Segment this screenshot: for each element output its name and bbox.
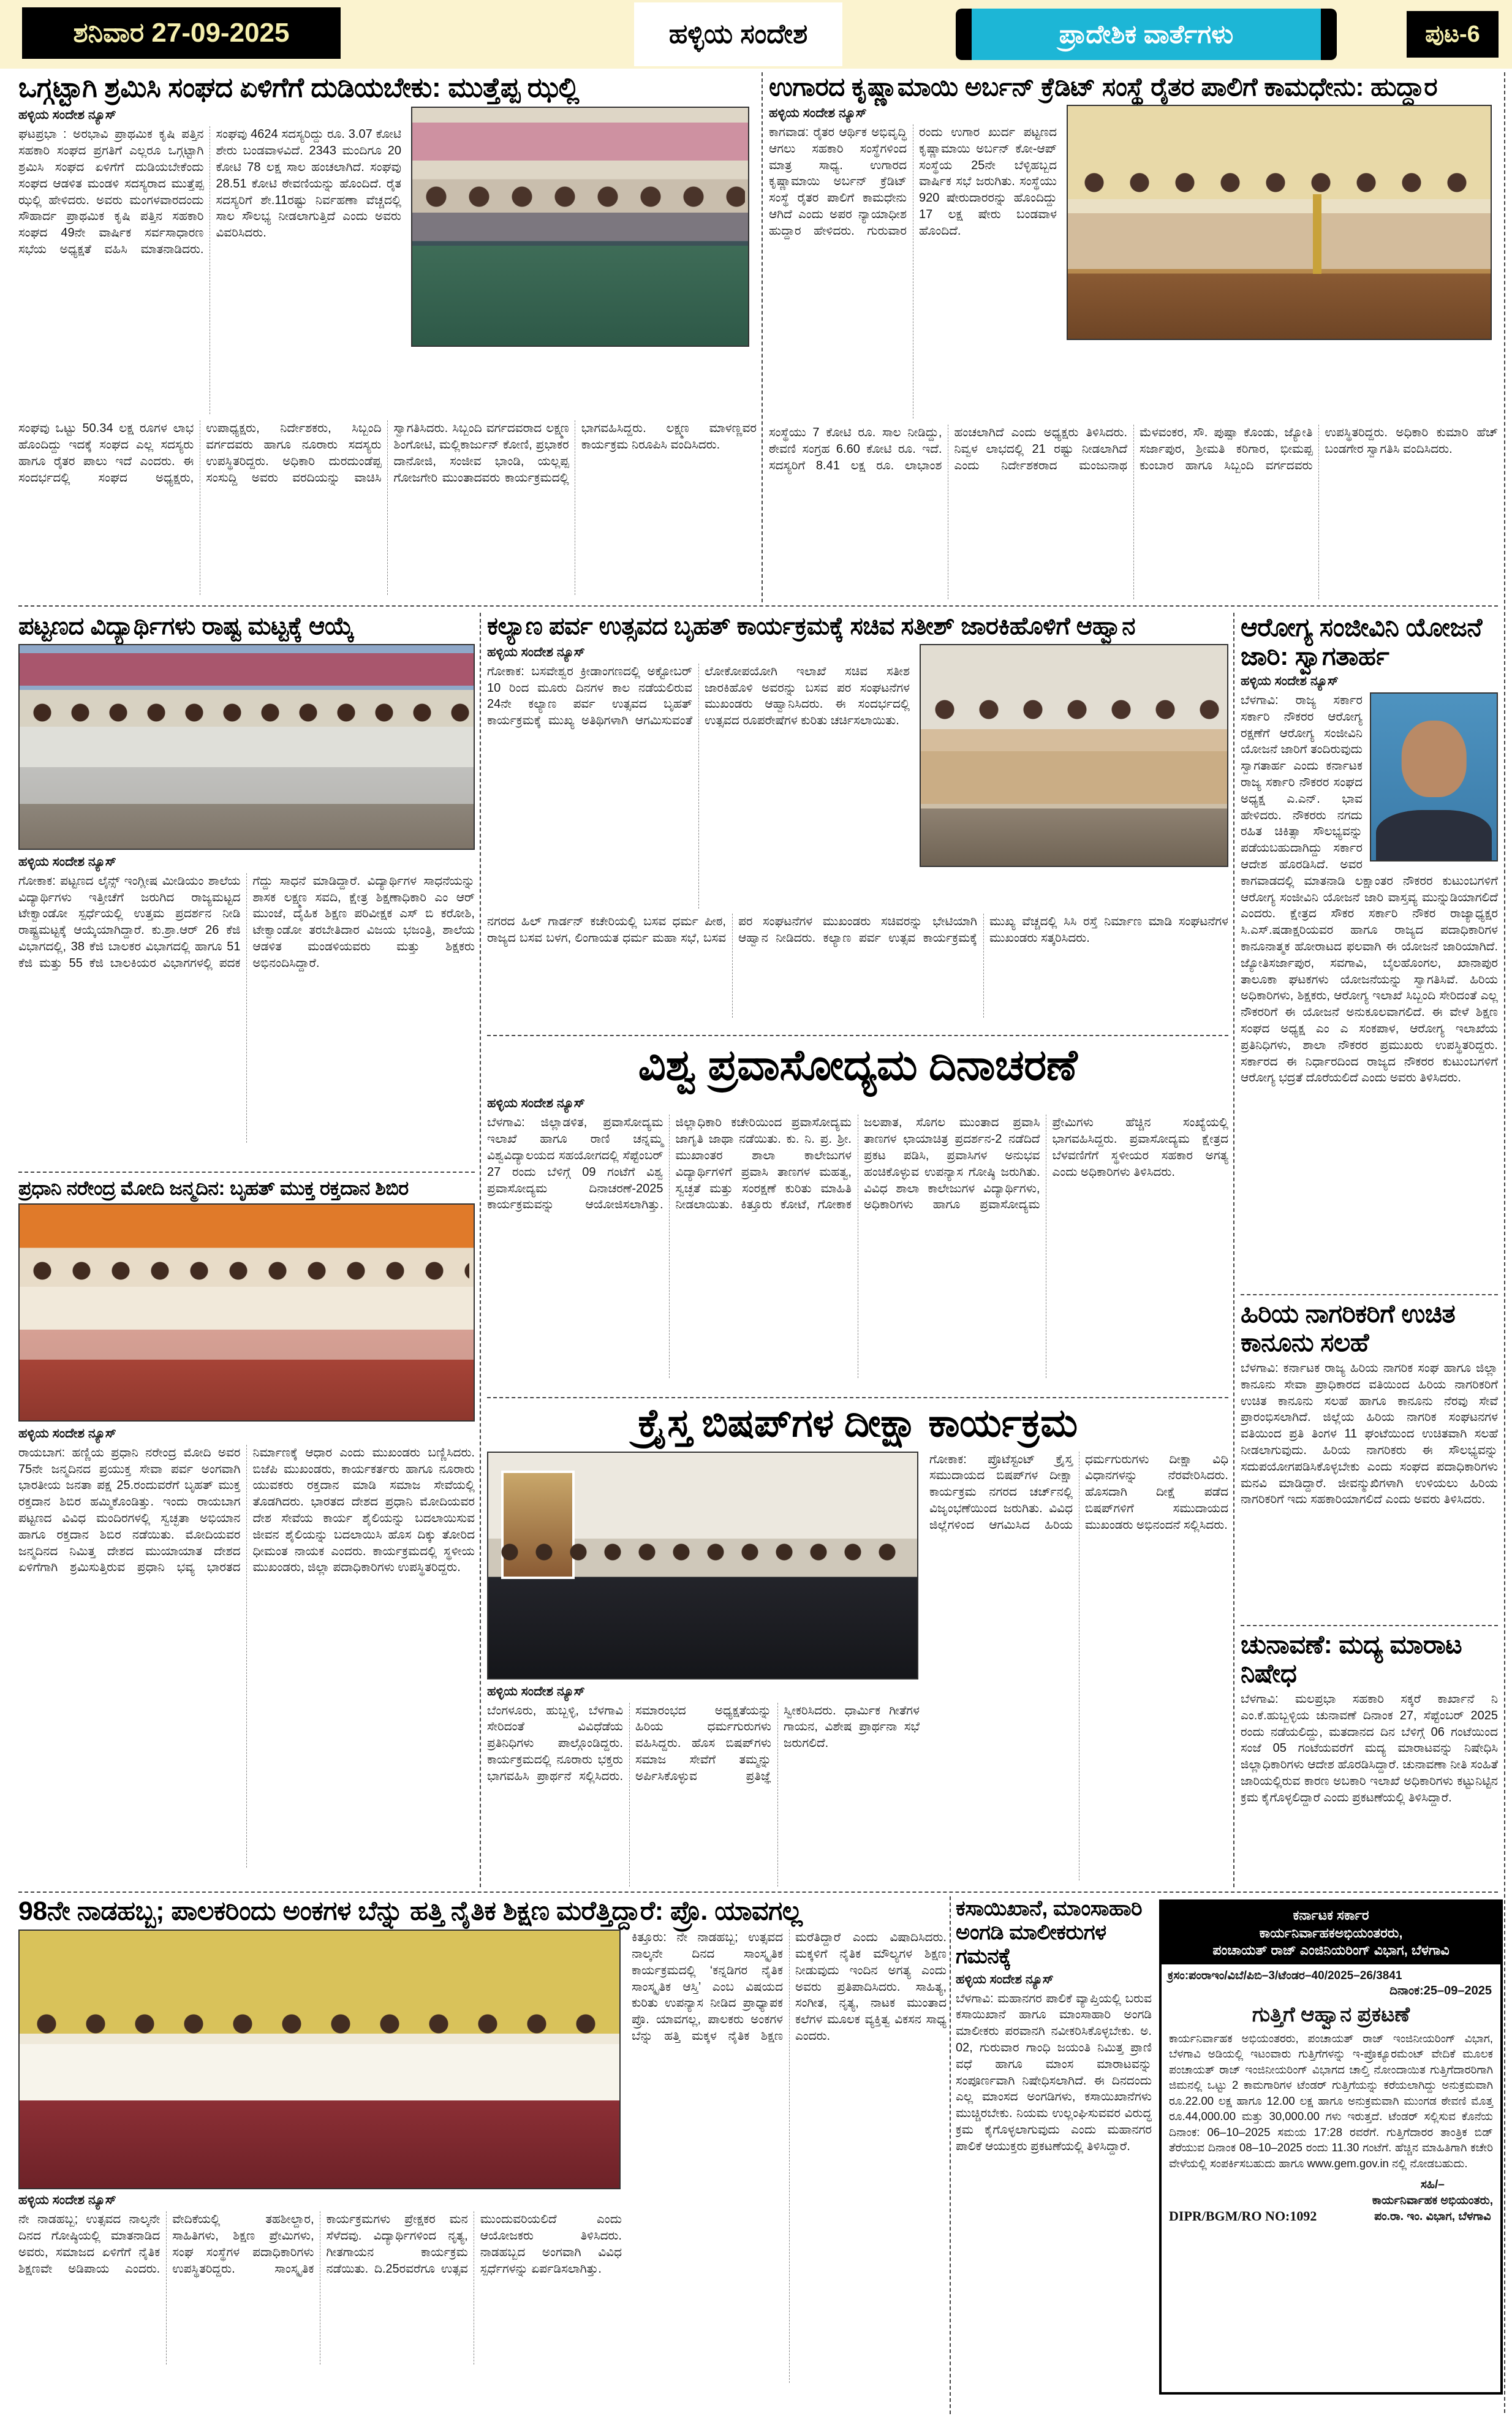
headline: ಕಲ್ಯಾಣ ಪರ್ವ ಉತ್ಸವದ ಬೃಹತ್ ಕಾರ್ಯಕ್ರಮಕ್ಕೆ ಸಚಿವ ಸತೀಶ್ ಜಾರಕಿಹೊಳಿಗೆ ಆಹ್ವಾನ: [487, 613, 1135, 640]
tender-ref-number: ಕ್ರಸಂ:ಪಂರಾಇಂ/ವಿಬೆ/ಪಿಬಿ–3/ಟೆಂಡರ–40/2025–26/3841: [1168, 1969, 1402, 1982]
tender-office-header: [1162, 1902, 1500, 1964]
article-students-national: [18, 613, 475, 1164]
article-photo-lamp-ceremony: [1067, 105, 1492, 340]
headline: ಚುನಾವಣೆ: ಮದ್ಯ ಮಾರಾಟ ನಿಷೇಧ: [1241, 1630, 1462, 1688]
article-body: ಗೋಕಾಕ: ಪಟ್ಟಣದ ಲೈನ್ಸ್ ಇಂಗ್ಲೀಷ ಮೀಡಿಯಂ ಶಾಲೆಯ ವಿದ್ಯಾರ್ಥಿಗಳು ಇತ್ತೀಚೆಗೆ ಜರುಗಿದ ರಾಜ್ಯಮಟ್ಟದ ಟೇಕ್ವಾಂಡೋ ಸ್ಪರ್ಧೆಯಲ್ಲಿ ಉತ್ತಮ ಪ್ರದರ್ಶನ ನೀಡಿ ರಾಷ್ಟ್ರಮಟ್ಟಕ್ಕೆ ಆಯ್ಕೆಯಾಗಿದ್ದಾರೆ. ಕು.ಶ್ರಾ.ಆರ್ 26 ಕೆಜಿ ವಿಭಾಗದಲ್ಲಿ, 38 ಕೆಜಿ ಬಾಲಕರ ವಿಭಾಗದಲ್ಲಿ ಹಾಗೂ 51 ಕೆಜಿ ಮತ್ತು 55 ಕೆಜಿ ಬಾಲಕಿಯರ ವಿಭಾಗಗಳಲ್ಲಿ ಪದಕ ಗೆದ್ದು ಸಾಧನೆ ಮಾಡಿದ್ದಾರೆ. ವಿದ್ಯಾರ್ಥಿಗಳ ಸಾಧನೆಯನ್ನು ಶಾಸಕ ಲಕ್ಷ್ಮಣ ಸವದಿ, ಕ್ಷೇತ್ರ ಶಿಕ್ಷಣಾಧಿಕಾರಿ ಎಂ ಆರ್ ಮುಂಜೆ, ದೈಹಿಕ ಶಿಕ್ಷಣ ಪರಿವೀಕ್ಷಕ ಎಸ್ ಬಿ ಕರೋಶಿ, ಟೇಕ್ವಾಂಡೋ ತರಬೇತಿದಾರ ವಿಜಯ ಭಜಂತ್ರಿ, ಶಾಲೆಯ ಆಡಳಿತ ಮಂಡಳಿಯವರು ಮತ್ತು ಶಿಕ್ಷಕರು ಅಭಿನಂದಿಸಿದ್ದಾರೆ.: [18, 874, 475, 970]
sign-line3: ಪಂ.ರಾ. ಇಂ. ವಿಭಾಗ, ಬೆಳಗಾವಿ: [1374, 2210, 1491, 2223]
article-photo-invitation: [920, 644, 1228, 867]
tender-title: ಗುತ್ತಿಗೆ ಆಹ್ವಾನ ಪ್ರಕಟಣೆ: [1252, 2002, 1410, 2026]
article-photo-students: [18, 644, 475, 850]
article-photo-portrait: [1370, 692, 1498, 862]
headline: 98ನೇ ನಾಡಹಬ್ಬ; ಪಾಲಕರಿಂದು ಅಂಕಗಳ ಬೆನ್ನು ಹತ್ತಿ ನೈತಿಕ ಶಿಕ್ಷಣ ಮರೆತ್ತಿದ್ದಾರೆ: ಪ್ರೊ. ಯಾವಗಲ್ಲ: [18, 1896, 803, 1926]
article-body-continued: ಸಂಘವು ಒಟ್ಟು 50.34 ಲಕ್ಷ ರೂಗಳ ಲಾಭ ಹೊಂದಿದ್ದು ಇದಕ್ಕೆ ಸಂಘದ ಎಲ್ಲ ಸದಸ್ಯರು ಹಾಗೂ ರೈತರ ಪಾಲು ಇದೆ ಎಂದರು. ಈ ಸಂದರ್ಭದಲ್ಲಿ ಸಂಘದ ಅಧ್ಯಕ್ಷರು, ಉಪಾಧ್ಯಕ್ಷರು, ನಿರ್ದೇಶಕರು, ಸಿಬ್ಬಂದಿ ವರ್ಗದವರು ಹಾಗೂ ನೂರಾರು ಸದಸ್ಯರು ಉಪಸ್ಥಿತರಿದ್ದರು. ಅಧಿಕಾರಿ ದುರದುಂಡೆಪ್ಪ ಸಂಸುದ್ದಿ ಅವರು ವರದಿಯನ್ನು ವಾಚಿಸಿ ಸ್ವಾಗತಿಸಿದರು. ಸಿಬ್ಬಂದಿ ವರ್ಗದವರಾದ ಲಕ್ಷ್ಮಣ ಶಿಂಗೋಟಿ, ಮಲ್ಲಿಕಾರ್ಜುನ್ ಕೋಣಿ, ಪ್ರಭಾಕರ ದಾನೋಜಿ, ಸಂಜೀವ ಭಾಂಡಿ, ಯಲ್ಲಪ್ಪ ಗೋಜಗೇರಿ ಮುಂತಾದವರು ಕಾರ್ಯಕ್ರಮದಲ್ಲಿ ಭಾಗವಹಿಸಿದ್ದರು. ಲಕ್ಷ್ಮಣ ಮಾಳಣ್ಣವರ ಕಾರ್ಯಕ್ರಮ ನಿರೂಪಿಸಿ ವಂದಿಸಿದರು.: [18, 422, 757, 485]
tender-date: ದಿನಾಂಕ:25–09–2025: [1389, 1983, 1492, 1998]
photo-people-torsos: [20, 1287, 474, 1360]
photo-banner: [412, 123, 748, 161]
photo-people-torsos: [20, 727, 474, 804]
photo-oil-lamp: [1313, 194, 1321, 273]
byline: ಹಳ್ಳಿಯ ಸಂದೇಶ ನ್ಯೂಸ್: [487, 1684, 585, 1698]
article-body-continued: ಸಂಸ್ಥೆಯು 7 ಕೋಟಿ ರೂ. ಸಾಲ ನೀಡಿದ್ದು, ಠೇವಣಿ ಸಂಗ್ರಹ 6.60 ಕೋಟಿ ರೂ. ಇದೆ. ಸದಸ್ಯರಿಗೆ 8.41 ಲಕ್ಷ ರೂ. ಲಾಭಾಂಶ ಹಂಚಲಾಗಿದೆ ಎಂದು ಅಧ್ಯಕ್ಷರು ತಿಳಿಸಿದರು. ನಿವ್ವಳ ಲಾಭದಲ್ಲಿ 21 ರಷ್ಟು ನೀಡಲಾಗಿದೆ ಎಂದು ನಿರ್ದೇಶಕರಾದ ಮಂಜುನಾಥ ಮೆಳವಂಕರ, ಸೌ. ಪುಷ್ಪಾ ಕೊಂಡು, ಜ್ಯೋತಿ ಸರ್ಜಾಪುರ, ಶ್ರೀಮತಿ ಕರಿಗಾರ, ಭೀಮಪ್ಪ ಕುಂಬಾರ ಹಾಗೂ ಸಿಬ್ಬಂದಿ ವರ್ಗದವರು ಉಪಸ್ಥಿತರಿದ್ದರು. ಅಧಿಕಾರಿ ಕುಮಾರಿ ಹೆಚ್ ಬಂಡಗೇರ ಸ್ವಾಗತಿಸಿ ವಂದಿಸಿದರು.: [769, 426, 1498, 472]
article-meat-shop-notice: [956, 1896, 1152, 2414]
article-bishops-ordination: [487, 1400, 1228, 1887]
photo-banner: [20, 653, 474, 686]
portrait-suit: [1376, 810, 1492, 862]
article-kalyana-parva: [487, 613, 1228, 1032]
article-body-continued: ನಗರದ ಹಿಲ್ ಗಾರ್ಡನ್ ಕಚೇರಿಯಲ್ಲಿ ಬಸವ ಧರ್ಮ ಪೀಠ, ರಾಜ್ಯದ ಬಸವ ಬಳಗ, ಲಿಂಗಾಯತ ಧರ್ಮ ಮಹಾ ಸಭೆ, ಬಸವ ಪರ ಸಂಘಟನೆಗಳ ಮುಖಂಡರು ಸಚಿವರನ್ನು ಭೇಟಿಯಾಗಿ ಆಹ್ವಾನ ನೀಡಿದರು. ಕಲ್ಯಾಣ ಪರ್ವ ಉತ್ಸವ ಕಾರ್ಯಕ್ರಮಕ್ಕೆ ಮುಖ್ಯ ವೆಚ್ಚದಲ್ಲಿ ಸಿಸಿ ರಸ್ತೆ ನಿರ್ಮಾಣ ಮಾಡಿ ಸಂಘಟನೆಗಳ ಮುಖಂಡರು ಸತ್ಕರಿಸಿದರು.: [487, 914, 1228, 945]
byline: ಹಳ್ಳಿಯ ಸಂದೇಶ ನ್ಯೂಸ್: [18, 108, 116, 123]
article-body-continued: ನೇ ನಾಡಹಬ್ಬ; ಉತ್ಸವದ ನಾಲ್ಕನೇ ದಿನದ ಗೋಷ್ಠಿಯಲ್ಲಿ ಮಾತನಾಡಿದ ಅವರು, ಸಮಾಜದ ಏಳಿಗೆಗೆ ನೈತಿಕ ಶಿಕ್ಷಣವೇ ಅಡಿಪಾಯ ಎಂದರು. ವೇದಿಕೆಯಲ್ಲಿ ತಹಶೀಲ್ದಾರ, ಸಾಹಿತಿಗಳು, ಶಿಕ್ಷಣ ಪ್ರೇಮಿಗಳು, ಸಂಘ ಸಂಸ್ಥೆಗಳ ಪದಾಧಿಕಾರಿಗಳು ಉಪಸ್ಥಿತರಿದ್ದರು. ಸಾಂಸ್ಕೃತಿಕ ಕಾರ್ಯಕ್ರಮಗಳು ಪ್ರೇಕ್ಷಕರ ಮನ ಸೆಳೆದವು. ವಿದ್ಯಾರ್ಥಿಗಳಿಂದ ನೃತ್ಯ, ಗೀತಗಾಯನ ಕಾರ್ಯಕ್ರಮ ನಡೆಯಿತು. ದಿ.25ರವರೆಗೂ ಉತ್ಸವ ಮುಂದುವರಿಯಲಿದೆ ಎಂದು ಆಯೋಜಕರು ತಿಳಿಸಿದರು. ನಾಡಹಬ್ಬದ ಅಂಗವಾಗಿ ವಿವಿಧ ಸ್ಪರ್ಧೆಗಳನ್ನು ಏರ್ಪಡಿಸಲಾಗಿತ್ತು.: [18, 2213, 622, 2276]
article-body: ಬೆಳಗಾವಿ: ಜಿಲ್ಲಾಡಳಿತ, ಪ್ರವಾಸೋದ್ಯಮ ಇಲಾಖೆ ಹಾಗೂ ರಾಣಿ ಚನ್ನಮ್ಮ ವಿಶ್ವವಿದ್ಯಾಲಯದ ಸಹಯೋಗದಲ್ಲಿ ಸೆಪ್ಟೆಂಬರ್ 27 ರಂದು ಬೆಳಿಗ್ಗೆ 09 ಗಂಟೆಗೆ ವಿಶ್ವ ಪ್ರವಾಸೋದ್ಯಮ ದಿನಾಚರಣೆ-2025 ಕಾರ್ಯಕ್ರಮವನ್ನು ಆಯೋಜಿಸಲಾಗಿತ್ತು. ಜಿಲ್ಲಾಧಿಕಾರಿ ಕಚೇರಿಯಿಂದ ಪ್ರವಾಸೋದ್ಯಮ ಜಾಗೃತಿ ಜಾಥಾ ನಡೆಯಿತು. ಕು. ನಿ. ಪ್ರ. ಶ್ರೀ. ಮುಖಾಂತರ ಶಾಲಾ ಕಾಲೇಜುಗಳ ವಿದ್ಯಾರ್ಥಿಗಳಿಗೆ ಪ್ರವಾಸಿ ತಾಣಗಳ ಮಹತ್ವ, ಸ್ವಚ್ಛತೆ ಮತ್ತು ಸಂರಕ್ಷಣೆ ಕುರಿತು ಮಾಹಿತಿ ನೀಡಲಾಯಿತು. ಕಿತ್ತೂರು ಕೋಟೆ, ಗೋಕಾಕ ಜಲಪಾತ, ಸೊಗಲ ಮುಂತಾದ ಪ್ರವಾಸಿ ತಾಣಗಳ ಛಾಯಾಚಿತ್ರ ಪ್ರದರ್ಶನ-2 ನಡೆದಿದೆ ಪ್ರಕಟ ಪಡಿಸಿ, ಪ್ರವಾಸಿಗಳ ಅನುಭವ ಹಂಚಿಕೊಳ್ಳುವ ಉಪನ್ಯಾಸ ಗೋಷ್ಠಿ ಜರುಗಿತು. ವಿವಿಧ ಶಾಲಾ ಕಾಲೇಜುಗಳ ವಿದ್ಯಾರ್ಥಿಗಳು, ಅಧಿಕಾರಿಗಳು ಹಾಗೂ ಪ್ರವಾಸೋದ್ಯಮ ಪ್ರೇಮಿಗಳು ಹೆಚ್ಚಿನ ಸಂಖ್ಯೆಯಲ್ಲಿ ಭಾಗವಹಿಸಿದ್ದರು. ಪ್ರವಾಸೋದ್ಯಮ ಕ್ಷೇತ್ರದ ಬೆಳವಣಿಗೆಗೆ ಸ್ಥಳೀಯರ ಸಹಕಾರ ಅಗತ್ಯ ಎಂದು ಅಧಿಕಾರಿಗಳು ತಿಳಿಸಿದರು.: [487, 1116, 1228, 1212]
headline: ವಿಶ್ವ ಪ್ರವಾಸೋದ್ಯಮ ದಿನಾಚರಣೆ: [638, 1041, 1078, 1089]
article-body: ಬೆಳಗಾವಿ: ಮಲಪ್ರಭಾ ಸಹಕಾರಿ ಸಕ್ಕರೆ ಕಾರ್ಖಾನೆ ನಿ ಎಂ.ಕೆ.ಹುಬ್ಬಳ್ಳಿಯ ಚುನಾವಣೆ ದಿನಾಂಕ 27, ಸೆಪ್ಟೆಂಬರ್ 2025 ರಂದು ನಡೆಯಲಿದ್ದು, ಮತದಾನದ ದಿನ ಬೆಳಿಗ್ಗೆ 06 ಗಂಟೆಯಿಂದ ಸಂಜೆ 05 ಗಂಟೆಯವರೆಗೆ ಮದ್ಯ ಮಾರಾಟವನ್ನು ನಿಷೇಧಿಸಿ ಜಿಲ್ಲಾಧಿಕಾರಿಗಳು ಆದೇಶ ಹೊರಡಿಸಿದ್ದಾರೆ. ಚುನಾವಣಾ ನೀತಿ ಸಂಹಿತೆ ಜಾರಿಯಲ್ಲಿರುವ ಕಾರಣ ಅಬಕಾರಿ ಇಲಾಖೆ ಅಧಿಕಾರಿಗಳು ಕಟ್ಟುನಿಟ್ಟಿನ ಕ್ರಮ ಕೈಗೊಳ್ಳಲಿದ್ದಾರೆ ಎಂದು ಪ್ರಕಟಣೆಯಲ್ಲಿ ತಿಳಿಸಿದ್ದಾರೆ.: [1241, 1692, 1498, 1804]
photo-people-torsos: [921, 729, 1227, 804]
article-photo-stage-event: [18, 1929, 621, 2189]
separator: [950, 1896, 951, 2414]
article-photo-bjp-camp: [18, 1203, 475, 1422]
page-edge-rule: [1504, 72, 1505, 2413]
sign-line1: ಸಹಿ/–: [1420, 2178, 1445, 2192]
separator: [487, 1397, 1228, 1398]
portrait-face: [1401, 721, 1467, 797]
article-photo-meeting: [411, 107, 749, 347]
tender-govt: ಕರ್ನಾಟಕ ಸರ್ಕಾರ: [1293, 1907, 1369, 1923]
photo-people-heads: [493, 1539, 913, 1584]
tender-office-line1: ಕಾರ್ಯನಿರ್ವಾಹಕಅಭಿಯಂತರರು,: [1259, 1925, 1403, 1941]
article-credit-society: [769, 72, 1498, 600]
byline: ಹಳ್ಳಿಯ ಸಂದೇಶ ನ್ಯೂಸ್: [18, 854, 116, 869]
headline: ಕ್ರೈಸ್ತ ಬಿಷಪ್‌ಗಳ ದೀಕ್ಷಾ ಕಾರ್ಯಕ್ರಮ: [638, 1401, 1078, 1445]
page-number: ಪುಟ-6: [1407, 11, 1499, 58]
article-body: ಬೆಳಗಾವಿ: ಕರ್ನಾಟಕ ರಾಜ್ಯ ಹಿರಿಯ ನಾಗರಿಕ ಸಂಘ ಹಾಗೂ ಜಿಲ್ಲಾ ಕಾನೂನು ಸೇವಾ ಪ್ರಾಧಿಕಾರದ ವತಿಯಿಂದ ಹಿರಿಯ ನಾಗರಿಕರಿಗೆ ಉಚಿತ ಕಾನೂನು ಸಲಹೆ ಹಾಗೂ ಕಾನೂನು ನೆರವು ಸೇವೆ ಪ್ರಾರಂಭಿಸಲಾಗಿದೆ. ಜಿಲ್ಲೆಯ ಹಿರಿಯ ನಾಗರಿಕ ಸಂಘಟನಗಳ ವತಿಯಿಂದ ಪ್ರತಿ ತಿಂಗಳ 11 ಘಂಟೆಯಿಂದ ಉಚಿತವಾಗಿ ಸಲಹೆ ನೀಡಲಾಗುವುದು. ಹಿರಿಯ ನಾಗರಿಕರು ಈ ಸೌಲಭ್ಯವನ್ನು ಸದುಪಯೋಗಪಡಿಸಿಕೊಳ್ಳಬೇಕು ಎಂದು ಸಂಘದ ಪದಾಧಿಕಾರಿಗಳು ಮನವಿ ಮಾಡಿದ್ದಾರೆ. ಜೀವನ್ಮುಖಿಗಳಾಗಿ ಉಳಿಯಲು ಹಿರಿಯ ನಾಗರಿಕರಿಗೆ ಇದು ಸಹಕಾರಿಯಾಗಲಿದೆ ಎಂದು ಅವರು ತಿಳಿಸಿದರು.: [1241, 1361, 1498, 1507]
byline: ಹಳ್ಳಿಯ ಸಂದೇಶ ನ್ಯೂಸ್: [956, 1972, 1054, 1986]
section-ribbon: ಪ್ರಾದೇಶಿಕ ವಾರ್ತೆಗಳು: [956, 9, 1337, 60]
article-arogya-sanjeevini: [1241, 613, 1498, 1290]
tender-notice-box: [1159, 1899, 1503, 2395]
byline: ಹಳ್ಳಿಯ ಸಂದೇಶ ನ್ಯೂಸ್: [769, 106, 867, 121]
separator: [18, 1172, 475, 1173]
separator: [18, 1892, 1498, 1893]
headline: ಹಿರಿಯ ನಾಗರಿಕರಿಗೆ ಉಚಿತ ಕಾನೂನು ಸಲಹೆ: [1241, 1299, 1456, 1357]
sign-line2: ಕಾರ್ಯನಿರ್ವಾಹಕ ಅಭಿಯಂತರು,: [1372, 2194, 1493, 2208]
tender-body: ಕಾರ್ಯನಿರ್ವಾಹಕ ಅಭಿಯಂತರರು, ಪಂಚಾಯತ್ ರಾಜ್ ಇಂಜಿನೀಯರಿಂಗ್ ವಿಭಾಗ, ಬೆಳಗಾವಿ ಅಡಿಯಲ್ಲಿ ಇಟಂವಾರು ಗುತ್ತಿಗೆಗಳನ್ನು ಇ-ಪ್ರೊಕ್ಯೂರಮೆಂಟ್ ವೇದಿಕೆ ಮೂಲಕ ಪಂಚಾಯತ್ ರಾಜ್ ಇಂಜಿನೀಯರಿಂಗ್ ವಿಭಾಗದ ಚಾಲ್ತಿ ನೋಂದಾಯಿತ ಗುತ್ತಿಗೆದಾರರಿಗಾಗಿ ಜಿಮನಲ್ಲಿ ಒಟ್ಟು 2 ಕಾಮಗಾರಿಗಳ ಟೆಂಡರ್ ಗುತ್ತಿಗೆಯನ್ನು ಕರೆಯಲಾಗಿದ್ದು ಅನುಕ್ರಮವಾಗಿ ರೂ.22.00 ಲಕ್ಷ ಹಾಗೂ 12.00 ಲಕ್ಷ ಹಾಗೂ ಅನುಕ್ರಮವಾಗಿ ಮುಂಗಡ ಠೇವಣಿ ಮೊತ್ತ ರೂ.44,000.00 ಮತ್ತು 30,000.00 ಗಳು ಇರುತ್ತದೆ. ಟೆಂಡರ್ ಸಲ್ಲಿಸುವ ಕೊನೆಯ ದಿನಾಂಕ: 06–10–2025 ಸಮಯ 17:28 ರವರೆಗೆ. ಗುತ್ತಿಗೆದಾರರ ತಾಂತ್ರಿಕ ಬಿಡ್ ತೆರೆಯುವ ದಿನಾಂಕ 08–10–2025 ರಂದು 11.30 ಗಂಟೆಗೆ. ಹೆಚ್ಚಿನ ಮಾಹಿತಿಗಾಗಿ ಕಚೇರಿ ವೇಳೆಯಲ್ಲಿ ಸಂಪರ್ಕಿಸಬಹುದು ಹಾಗೂ www.gem.gov.in ನಲ್ಲಿ ನೋಡಬಹುದು.: [1169, 2031, 1493, 2170]
article-body: ಕಿತ್ತೂರು: ನೇ ನಾಡಹಬ್ಬ; ಉತ್ಸವದ ನಾಲ್ಕನೇ ದಿನದ ಸಾಂಸ್ಕೃತಿಕ ಕಾರ್ಯಕ್ರಮದಲ್ಲಿ ‘ಕನ್ನಡಿಗರ ನೈತಿಕ ಸಾಂಸ್ಕೃತಿಕ ಆಸ್ತಿ’ ಎಂಬ ವಿಷಯದ ಕುರಿತು ಉಪನ್ಯಾಸ ನೀಡಿದ ಪ್ರಾಧ್ಯಾಪಕ ಪ್ರೊ. ಯಾವಗಲ್ಲ, ಪಾಲಕರು ಅಂಕಗಳ ಬೆನ್ನು ಹತ್ತಿ ಮಕ್ಕಳ ನೈತಿಕ ಶಿಕ್ಷಣ ಮರೆತಿದ್ದಾರೆ ಎಂದು ವಿಷಾದಿಸಿದರು. ಮಕ್ಕಳಿಗೆ ನೈತಿಕ ಮೌಲ್ಯಗಳ ಶಿಕ್ಷಣ ನೀಡುವುದು ಇಂದಿನ ಅಗತ್ಯ ಎಂದು ಅವರು ಪ್ರತಿಪಾದಿಸಿದರು. ಸಾಹಿತ್ಯ, ಸಂಗೀತ, ನೃತ್ಯ, ನಾಟಕ ಮುಂತಾದ ಕಲೆಗಳ ಮೂಲಕ ವ್ಯಕ್ತಿತ್ವ ವಿಕಸನ ಸಾಧ್ಯ ಎಂದರು.: [632, 1931, 947, 2043]
article-coop-meeting: [18, 72, 757, 600]
article-tourism-day: [487, 1039, 1228, 1394]
headline: ಉಗಾರದ ಕೃಷ್ಣಾಮಾಯಿ ಅರ್ಬನ್ ಕ್ರೆಡಿಟ್ ಸಂಸ್ಥೆ ರೈತರ ಪಾಲಿಗೆ ಕಾಮಧೇನು: ಹುದ್ದಾರ: [769, 72, 1438, 101]
byline: ಹಳ್ಳಿಯ ಸಂದೇಶ ನ್ಯೂಸ್: [1241, 674, 1339, 689]
byline: ಹಳ್ಳಿಯ ಸಂದೇಶ ನ್ಯೂಸ್: [18, 1426, 116, 1441]
article-body: ಕಾಗವಾಡ: ರೈತರ ಆರ್ಥಿಕ ಅಭಿವೃದ್ಧಿ ಆಗಲು ಸಹಕಾರಿ ಸಂಸ್ಥೆಗಳಿಂದ ಮಾತ್ರ ಸಾಧ್ಯ. ಉಗಾರದ ಕೃಷ್ಣಾಮಾಯಿ ಅರ್ಬನ್ ಕ್ರೆಡಿಟ್ ಸಂಸ್ಥೆ ರೈತರ ಪಾಲಿಗೆ ಕಾಮಧೇನು ಆಗಿದೆ ಎಂದು ಅಪರ ನ್ಯಾಯಾಧೀಶ ಹುದ್ದಾರ ಹೇಳಿದರು. ಗುರುವಾರ ರಂದು ಉಗಾರ ಖುರ್ದ ಪಟ್ಟಣದ ಕೃಷ್ಣಾಮಾಯಿ ಅರ್ಬನ್ ಕೋ-ಆಪ್ ಸಂಸ್ಥೆಯ 25ನೇ ಬೆಳ್ಳಿಹಬ್ಬದ ವಾರ್ಷಿಕ ಸಭೆ ಜರುಗಿತು. ಸಂಸ್ಥೆಯು 920 ಷೇರುದಾರರನ್ನು ಹೊಂದಿದ್ದು 17 ಲಕ್ಷ ಷೇರು ಬಂಡವಾಳ ಹೊಂದಿದೆ.: [769, 126, 1057, 238]
article-body: ಘಟಪ್ರಭಾ : ಅರಭಾವಿ ಪ್ರಾಥಮಿಕ ಕೃಷಿ ಪತ್ತಿನ ಸಹಕಾರಿ ಸಂಘದ ಪ್ರಗತಿಗೆ ಎಲ್ಲರೂ ಒಗ್ಗಟ್ಟಾಗಿ ಶ್ರಮಿಸಿ ಸಂಘದ ಏಳಿಗೆಗೆ ದುಡಿಯಬೇಕೆಂದು ಸಂಘದ ಆಡಳಿತ ಮಂಡಳಿ ಸದಸ್ಯರಾದ ಮುತ್ತೆಪ್ಪ ಝಲ್ಲಿ ಹೇಳಿದರು. ಅವರು ಮಂಗಳವಾರದಂದು ಸೌಹಾರ್ದ ಪ್ರಾಥಮಿಕ ಕೃಷಿ ಪತ್ತಿನ ಸಹಕಾರಿ ಸಂಘದ 49ನೇ ವಾರ್ಷಿಕ ಸರ್ವಸಾಧಾರಣ ಸಭೆಯ ಅಧ್ಯಕ್ಷತೆ ವಹಿಸಿ ಮಾತನಾಡಿದರು. ಸಂಘವು 4624 ಸದಸ್ಯರಿದ್ದು ರೂ. 3.07 ಕೋಟಿ ಶೇರು ಬಂಡವಾಳವಿದೆ. 2343 ಮಂದಿಗೂ 20 ಕೋಟಿ 78 ಲಕ್ಷ ಸಾಲ ಹಂಚಲಾಗಿದೆ. ಸಂಘವು 28.51 ಕೋಟಿ ಠೇವಣಿಯನ್ನು ಹೊಂದಿದೆ. ರೈತ ಸದಸ್ಯರಿಗೆ ಶೇ.11ರಷ್ಟು ನಿರ್ವಹಣಾ ವೆಚ್ಚದಲ್ಲಿ ಸಾಲ ಸೌಲಭ್ಯ ನೀಡಲಾಗುತ್ತಿದೆ ಎಂದು ಅವರು ವಿವರಿಸಿದರು.: [18, 127, 401, 256]
article-nadahabbala-lecture: [18, 1896, 947, 2414]
article-free-legal-advice: [1241, 1299, 1498, 1619]
article-body: ಬೆಳಗಾವಿ: ರಾಜ್ಯ ಸರ್ಕಾರ ಸರ್ಕಾರಿ ನೌಕರರ ಆರೋಗ್ಯ ರಕ್ಷಣೆಗೆ ಆರೋಗ್ಯ ಸಂಜೀವಿನಿ ಯೋಜನೆ ಜಾರಿಗೆ ತಂದಿರುವುದು ಸ್ವಾಗತಾರ್ಹ ಎಂದು ಕರ್ನಾಟಕ ರಾಜ್ಯ ಸರ್ಕಾರಿ ನೌಕರರ ಸಂಘದ ಅಧ್ಯಕ್ಷ ಎ.ಎನ್. ಭಾವ ಹೇಳಿದರು. ನೌಕರರು ನಗದು ರಹಿತ ಚಿಕಿತ್ಸಾ ಸೌಲಭ್ಯವನ್ನು ಪಡೆಯಬಹುದಾಗಿದ್ದು ಸರ್ಕಾರ ಆದೇಶ ಹೊರಡಿಸಿದೆ. ಅವರ ಕಾಗವಾಡದಲ್ಲಿ ಮಾತನಾಡಿ ಲಕ್ಷಾಂತರ ನೌಕರರ ಕುಟುಂಬಗಳಿಗೆ ಆರೋಗ್ಯ ಸಂಜೀವಿನಿ ಯೋಜನೆ ಜಾರಿ ವಾಸ್ತವ್ಯ ಮುನ್ನುಡಿಯಾಗಲಿದೆ ಎಂದರು. ಕ್ಷೇತ್ರದ ಸೌಕರ ಸರ್ಕಾರಿ ನೌಕರ ರಾಜ್ಯಾಧ್ಯಕ್ಷರ ಸಿ.ಎಸ್.ಷಡಾಕ್ಷರಿಯವರ ಹಾಗೂ ರಾಜ್ಯದ ಪದಾಧಿಕಾರಿಗಳ ಕಾನೂನಾತ್ಮಕ ಹೋರಾಟದ ಫಲವಾಗಿ ಈ ಯೋಜನೆ ಜಾರಿಯಾಗಿದೆ. ಜ್ಯೋತಿಸರ್ಜಾಪುರ, ಸವಗಾವಿ, ಬೈಲಹೊಂಗಲ, ಖಾನಾಪುರ ತಾಲೂಕಾ ಘಟಕಗಳು ಯೋಜನೆಯನ್ನು ಸ್ವಾಗತಿಸಿವೆ. ಹಿರಿಯ ಅಧಿಕಾರಿಗಳು, ಶಿಕ್ಷಕರು, ಆರೋಗ್ಯ ಇಲಾಖೆ ಸಿಬ್ಬಂದಿ ಸೇರಿದಂತೆ ಎಲ್ಲ ನೌಕರರಿಗೆ ಈ ಯೋಜನೆ ಅನುಕೂಲವಾಗಲಿದೆ. ಈ ವೇಳೆ ಶಿಕ್ಷಣ ಸಂಘದ ಅಧ್ಯಕ್ಷ ಎಂ ಎ ಸಂಕಪಾಳ, ಆರೋಗ್ಯ ಇಲಾಖೆಯ ಪ್ರತಿನಿಧಿಗಳು, ಶಾಲಾ ನೌಕರರ ಪ್ರಮುಖರು ಉಪಸ್ಥಿತರಿದ್ದರು. ಸರ್ಕಾರದ ಈ ನಿರ್ಧಾರದಿಂದ ರಾಜ್ಯದ ನೌಕರರ ಕುಟುಂಬಗಳಿಗೆ ಆರೋಗ್ಯ ಭದ್ರತೆ ದೊರೆಯಲಿದೆ ಎಂದು ಅವರು ತಿಳಿಸಿದರು.: [1241, 694, 1498, 1085]
separator: [1241, 1625, 1498, 1626]
headline: ಕಸಾಯಿಖಾನೆ, ಮಾಂಸಾಹಾರಿ ಅಂಗಡಿ ಮಾಲೀಕರುಗಳ ಗಮನಕ್ಕೆ: [956, 1896, 1143, 1969]
photo-stage-table: [20, 2044, 619, 2100]
newspaper-title: ಹಳ್ಳಿಯ ಸಂದೇಶ: [634, 2, 842, 66]
byline: ಹಳ್ಳಿಯ ಸಂದೇಶ ನ್ಯೂಸ್: [487, 645, 585, 659]
separator: [18, 605, 1498, 607]
headline: ಒಗ್ಗಟ್ಟಾಗಿ ಶ್ರಮಿಸಿ ಸಂಘದ ಏಳಿಗೆಗೆ ದುಡಿಯಬೇಕು: ಮುತ್ತೆಪ್ಪ ಝಲ್ಲಿ: [18, 72, 580, 103]
article-liquor-ban: [1241, 1630, 1498, 1886]
photo-people-torsos: [1068, 199, 1491, 269]
headline: ಪಟ್ಟಣದ ವಿದ್ಯಾರ್ಥಿಗಳು ರಾಷ್ಟ ಮಟ್ಟಕ್ಕೆ ಆಯ್ಕೆ: [18, 613, 354, 640]
edition-date: ಶನಿವಾರ 27-09-2025: [22, 7, 341, 59]
masthead-band: [0, 0, 1512, 69]
separator: [487, 1035, 1228, 1036]
article-body: ಗೋಕಾಕ: ಬಸವೇಶ್ವರ ಕ್ರೀಡಾಂಗಣದಲ್ಲಿ ಅಕ್ಟೋಬರ್ 10 ರಿಂದ ಮೂರು ದಿನಗಳ ಕಾಲ ನಡೆಯಲಿರುವ 24ನೇ ಕಲ್ಯಾಣ ಪರ್ವ ಉತ್ಸವದ ಬೃಹತ್ ಕಾರ್ಯಕ್ರಮಕ್ಕೆ ಮುಖ್ಯ ಅತಿಥಿಗಳಾಗಿ ಆಗಮಿಸುವಂತೆ ಲೋಕೋಪಯೋಗಿ ಇಲಾಖೆ ಸಚಿವ ಸತೀಶ ಜಾರಕಿಹೊಳಿ ಅವರನ್ನು ಬಸವ ಪರ ಸಂಘಟನೆಗಳ ಮುಖಂಡರು ಆಹ್ವಾನಿಸಿದರು. ಈ ಸಂದರ್ಭದಲ್ಲಿ ಉತ್ಸವದ ರೂಪರೇಷೆಗಳ ಕುರಿತು ಚರ್ಚಿಸಲಾಯಿತು.: [487, 664, 910, 728]
byline: ಹಳ್ಳಿಯ ಸಂದೇಶ ನ್ಯೂಸ್: [18, 2193, 116, 2208]
article-photo-bishops: [487, 1452, 918, 1679]
separator: [1233, 613, 1234, 1887]
article-body: ಗೋಕಾಕ: ಪ್ರೊಟೆಸ್ಟಂಟ್ ಕ್ರೈಸ್ತ ಸಮುದಾಯದ ಬಿಷಪ್‌ಗಳ ದೀಕ್ಷಾ ಕಾರ್ಯಕ್ರಮ ನಗರದ ಚರ್ಚ್‌ನಲ್ಲಿ ವಿಜೃಂಭಣೆಯಿಂದ ಜರುಗಿತು. ವಿವಿಧ ಜಿಲ್ಲೆಗಳಿಂದ ಆಗಮಿಸಿದ ಹಿರಿಯ ಧರ್ಮಗುರುಗಳು ದೀಕ್ಷಾ ವಿಧಿ ವಿಧಾನಗಳನ್ನು ನೆರವೇರಿಸಿದರು. ಹೊಸದಾಗಿ ದೀಕ್ಷೆ ಪಡೆದ ಬಿಷಪ್‌ಗಳಿಗೆ ಸಮುದಾಯದ ಮುಖಂಡರು ಅಭಿನಂದನೆ ಸಲ್ಲಿಸಿದರು.: [929, 1452, 1228, 1532]
article-blood-donation: [18, 1178, 475, 1887]
separator: [480, 613, 481, 1887]
byline: ಹಳ್ಳಿಯ ಸಂದೇಶ ನ್ಯೂಸ್: [487, 1096, 585, 1111]
separator: [762, 72, 763, 602]
photo-people-torsos: [412, 213, 748, 246]
tender-office-line2: ಪಂಚಾಯತ್ ರಾಜ್ ಎಂಜಿನಿಯರಿಂಗ್ ವಿಭಾಗ, ಬೆಳಗಾವಿ: [1212, 1942, 1450, 1958]
separator: [1241, 1294, 1498, 1295]
headline: ಪ್ರಧಾನಿ ನರೇಂದ್ರ ಮೋದಿ ಜನ್ಮದಿನ: ಬೃಹತ್ ಮುಕ್ತ ರಕ್ತದಾನ ಶಿಬಿರ: [18, 1178, 409, 1199]
dipr-code: DIPR/BGM/RO NO:1092: [1169, 2208, 1317, 2224]
article-body: ರಾಯಬಾಗ: ಹಣ್ಣಿಯ ಪ್ರಧಾನಿ ನರೇಂದ್ರ ಮೋದಿ ಅವರ 75ನೇ ಜನ್ಮದಿನದ ಪ್ರಯುಕ್ತ ಸೇವಾ ಪರ್ವ ಅಂಗವಾಗಿ ಭಾರತೀಯ ಜನತಾ ಪಕ್ಷ 25.ರಂದುವರೆಗೆ ಬೃಹತ್ ಮುಕ್ತ ರಕ್ತದಾನ ಶಿಬಿರ ಹಮ್ಮಿಕೊಂಡಿತ್ತು. ಇಂದು ರಾಯಬಾಗ ಪಟ್ಟಣದ ವಿವಿಧ ಮಂದಿರಗಳಲ್ಲಿ ಸ್ವಚ್ಛತಾ ಅಭಿಯಾನ ಹಾಗೂ ರಕ್ತದಾನ ಶಿಬಿರ ನಡೆಯಿತು. ಮೋದಿಯವರ ಜನ್ಮದಿನದ ನಿಮಿತ್ತ ದೇಶದ ಮುಯಾಯಾತ ದೇಶದ ಏಳಿಗೆಗಾಗಿ ಶ್ರಮಿಸುತ್ತಿರುವ ಪ್ರಧಾನಿ ಭವ್ಯ ಭಾರತದ ನಿರ್ಮಾಣಕ್ಕೆ ಆಧಾರ ಎಂದು ಮುಖಂಡರು ಬಣ್ಣಿಸಿದರು. ಬಿಜೆಪಿ ಮುಖಂಡರು, ಕಾರ್ಯಕರ್ತರು ಹಾಗೂ ನೂರಾರು ಯುವಕರು ರಕ್ತದಾನ ಮಾಡಿ ಸಮಾಜ ಸೇವೆಯಲ್ಲಿ ತೊಡಗಿದರು. ಭಾರತದ ದೇಶದ ಪ್ರಧಾನಿ ಮೋದಿಯವರ ದೇಶ ಸೇವೆಯ ಕಾರ್ಯ ಶೈಲಿಯನ್ನು ಬದಲಾಯಿಸುವ ಜೀವನ ಶೈಲಿಯನ್ನು ಬದಲಾಯಿಸಿ ಹೊಸ ದಿಕ್ಕು ತೋರಿದ ಧೀಮಂತ ನಾಯಕ ಎಂದರು. ಕಾರ್ಯಕ್ರಮದಲ್ಲಿ ಸ್ಥಳೀಯ ಮುಖಂಡರು, ಜಿಲ್ಲಾ ಪದಾಧಿಕಾರಿಗಳು ಉಪಸ್ಥಿತರಿದ್ದರು.: [18, 1445, 475, 1575]
article-body-continued: ಬೆಂಗಳೂರು, ಹುಬ್ಬಳ್ಳಿ, ಬೆಳಗಾವಿ ಸೇರಿದಂತೆ ವಿವಿಧೆಡೆಯ ಪ್ರತಿನಿಧಿಗಳು ಪಾಲ್ಗೊಂಡಿದ್ದರು. ಕಾರ್ಯಕ್ರಮದಲ್ಲಿ ನೂರಾರು ಭಕ್ತರು ಭಾಗವಹಿಸಿ ಪ್ರಾರ್ಥನೆ ಸಲ್ಲಿಸಿದರು. ಸಮಾರಂಭದ ಅಧ್ಯಕ್ಷತೆಯನ್ನು ಹಿರಿಯ ಧರ್ಮಗುರುಗಳು ವಹಿಸಿದ್ದರು. ಹೊಸ ಬಿಷಪ್‌ಗಳು ಸಮಾಜ ಸೇವೆಗೆ ತಮ್ಮನ್ನು ಅರ್ಪಿಸಿಕೊಳ್ಳುವ ಪ್ರತಿಜ್ಞೆ ಸ್ವೀಕರಿಸಿದರು. ಧಾರ್ಮಿಕ ಗೀತೆಗಳ ಗಾಯನ, ವಿಶೇಷ ಪ್ರಾರ್ಥನಾ ಸಭೆ ಜರುಗಲಿದೆ.: [487, 1703, 920, 1783]
tender-signature: [1372, 2177, 1493, 2224]
article-body: ಬೆಳಗಾವಿ: ಮಹಾನಗರ ಪಾಲಿಕೆ ವ್ಯಾಪ್ತಿಯಲ್ಲಿ ಬರುವ ಕಸಾಯಿಖಾನೆ ಹಾಗೂ ಮಾಂಸಾಹಾರಿ ಅಂಗಡಿ ಮಾಲೀಕರು ಪರವಾನಗಿ ನವೀಕರಿಸಿಕೊಳ್ಳಬೇಕು. ಅ. 02, ಗುರುವಾರ ಗಾಂಧಿ ಜಯಂತಿ ನಿಮಿತ್ತ ಪ್ರಾಣಿ ವಧೆ ಹಾಗೂ ಮಾಂಸ ಮಾರಾಟವನ್ನು ಸಂಪೂರ್ಣವಾಗಿ ನಿಷೇಧಿಸಲಾಗಿದೆ. ಈ ದಿನದಂದು ಎಲ್ಲ ಮಾಂಸದ ಅಂಗಡಿಗಳು, ಕಸಾಯಿಖಾನೆಗಳು ಮುಚ್ಚಿರಬೇಕು. ನಿಯಮ ಉಲ್ಲಂಘಿಸುವವರ ವಿರುದ್ಧ ಕ್ರಮ ಕೈಗೊಳ್ಳಲಾಗುವುದು ಎಂದು ಮಹಾನಗರ ಪಾಲಿಕೆ ಆಯುಕ್ತರು ಪ್ರಕಟಣೆಯಲ್ಲಿ ತಿಳಿಸಿದ್ದಾರೆ.: [956, 1991, 1152, 2153]
headline: ಆರೋಗ್ಯ ಸಂಜೀವಿನಿ ಯೋಜನೆ ಜಾರಿ: ಸ್ವಾಗತಾರ್ಹ: [1241, 613, 1482, 671]
